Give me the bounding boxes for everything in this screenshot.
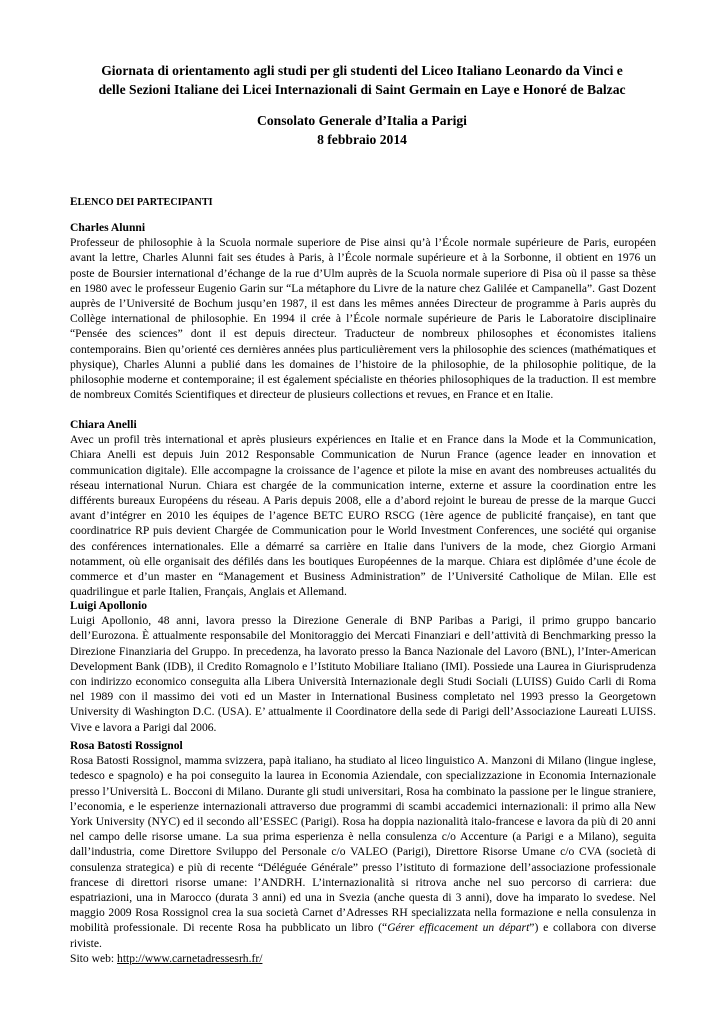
participant-name: Chiara Anelli (70, 418, 137, 431)
participant-name: Luigi Apollonio (70, 599, 148, 612)
title-line-1: Giornata di orientamento agli studi per gli studenti del Liceo Italiano Leonardo da Vinci e (101, 63, 623, 78)
participant-bio: Luigi Apollonio, 48 anni, lavora presso la Direzione Generale di BNP Paribas a Parigi, il primo gruppo bancario dell’Eurozona. È attualmente responsabile del Monitoraggio dei Mercati Finanziari e dell’attività di Benchmarking presso la Direzione Finanziaria del Gruppo. In precedenza, ha lavorato presso la Banca Nazionale del Lavoro (BNL), l’Inter-American Development Bank (IDB), il Credito Romagnolo e l’Istituto Mobiliare Italiano (IMI). Possiede una Laurea in Giurisprudenza con indirizzo economico conseguita alla Libera Università Internazionale degli Studi Sociali (LUISS) Guido Carli di Roma nel 1989 con il massimo dei voti ed un Master in International Business completato nel 1993 presso la Georgetown University di Washington D.C. (USA). E’ attualmente il Coordinatore della sede di Parigi dell’Associazione Laureati LUISS. Vive e lavora a Parigi dal 2006. (70, 614, 656, 734)
bio-text: Rosa Batosti Rossignol, mamma svizzera, papà italiano, ha studiato al liceo linguistico A. Manzoni di Milano (lingue inglese, tedesco e spagnolo) e ha poi conseguito la laurea in Economia Aziendale, con specializzazione in Economia Internazionale presso l’Università L. Bocconi di Milano. Durante gli studi universitari, Rosa ha combinato la passione per le lingue straniere, l’economia, e le esperienze internazionali attraverso due programmi di scambi accademici internazionali: il primo alla New York University (NYC) ed il secondo all’ESSEC (Parigi). Rosa ha doppia nazionalità italo-francese e lavora da più di 20 anni nel campo delle risorse umane. La sua prima esperienza è nella consulenza c/o Accenture (a Parigi e a Milano), seguita dall’industria, come Direttore Sviluppo del Personale c/o VALEO (Parigi), Direttore Risorse Umane c/o CVA (società di consulenza strategica) e più di recente “Déléguée Générale” presso l’istituto di formazione dell’associazione professionale francese di direttori risorse umane: l’ANDRH. L’internazionalità si ritrova anche nel suo percorso di carriera: due espatriazioni, una in Marocco (durata 3 anni) ed una in Svezia (anche questa di 3 anni), dove ha imparato lo svedese. Nel maggio 2009 Rosa Rossignol crea la sua società Carnet d’Adresses RH specializzata nella formazione e nella consulenza in mobilità professionale. Di recente Rosa ha pubblicato un libro (“ (70, 754, 656, 935)
participant-entry (70, 598, 656, 735)
section-heading (70, 196, 213, 209)
participant-name: Rosa Batosti Rossignol (70, 739, 183, 752)
section-heading-rest: LENCO DEI PARTECIPANTI (77, 197, 213, 208)
participant-bio (70, 753, 656, 951)
organization-name: Consolato Generale d’Italia a Parigi (257, 113, 467, 128)
document-subtitle (70, 111, 654, 149)
section-heading-initial: E (70, 196, 78, 208)
participant-entry (70, 220, 656, 402)
event-date: 8 febbraio 2014 (317, 132, 407, 147)
title-line-2: delle Sezioni Italiane dei Licei Internazionali di Saint Germain en Laye e Honoré de Balzac (98, 82, 626, 97)
website-line (70, 951, 656, 966)
book-title: Gérer efficacement un départ (387, 921, 530, 935)
website-label: Sito web: (70, 951, 118, 965)
website-link[interactable]: http://www.carnetadressesrh.fr/ (117, 951, 263, 965)
bio-text-end: ”) e collabora con diverse riviste. (70, 921, 656, 950)
participant-entry (70, 738, 656, 966)
document-title (70, 61, 654, 99)
participant-bio: Avec un profil très international et après plusieurs expériences en Italie et en France dans la Mode et la Communication, Chiara Anelli est depuis Juin 2012 Responsable Communication de Nurun France (agence leader en innovation et communication digitale). Elle accompagne la croissance de l’agence et pilote la mise en avant des nombreuses actualités du réseau international Nurun. Chiara est chargée de la communication interne, externe et assure la coordination entre les différents bureaux Européens du réseau. A Paris depuis 2008, elle a d’abord rejoint le bureau de presse de la marque Gucci avant d’intégrer en 2010 les équipes de l’agence BETC EURO RSCG (1ère agence de publicité française), en tant que coordinatrice RP puis devient Chargée de Communication pour le World Investment Conferences, une société qui organise des conférences internationales. Elle a démarré sa carrière en Italie dans l'univers de la mode, chez Giorgio Armani notamment, où elle organisait des défilés dans les boutiques Européennes de la marque. Chiara est diplômée d’une école de commerce et d’un master en “Management et Business Administration” de l’Université Catholique de Milan. Elle est quadrilingue et parle Italien, Français, Anglais et Allemand. (70, 433, 656, 599)
participant-entry (70, 417, 656, 599)
participant-name: Charles Alunni (70, 221, 146, 234)
participant-bio: Professeur de philosophie à la Scuola normale superiore de Pise ainsi qu’à l’École normale supérieure de Paris, européen avant la lettre, Charles Alunni fait ses études à Paris, à l’École normale supérieure et à la Sorbonne, il obtient en 1976 un poste de Boursier international d’échange de la rue d’Ulm auprès de la Scuola normale superiore di Pisa où il passe sa thèse en 1980 avec le professeur Eugenio Garin sur “La métaphore du Livre de la nature chez Galilée et Campanella”. Gast Dozent auprès de l’Université de Bochum jusqu’en 1987, il est dans les mêmes années Directeur de programme à Paris auprès du Collège international de philosophie. En 1994 il crée à l’École normale supérieure de Paris le Laboratoire disciplinaire “Pensée des sciences” dont il est depuis directeur. Traducteur de nombreux philosophes et économistes italiens contemporains. Bien qu’orienté ces dernières années plus particulièrement vers la philosophie des sciences (mathématiques et physique), Charles Alunni a publié dans les domaines de l’histoire de la philosophie, de la philosophie politique, de la philosophie moderne et contemporaine; il est également spécialiste en théories philosophiques de la traduction. Il est membre de nombreux Comités Scientifiques et directeur de plusieurs collections et revues, en France et en Italie. (70, 236, 656, 402)
